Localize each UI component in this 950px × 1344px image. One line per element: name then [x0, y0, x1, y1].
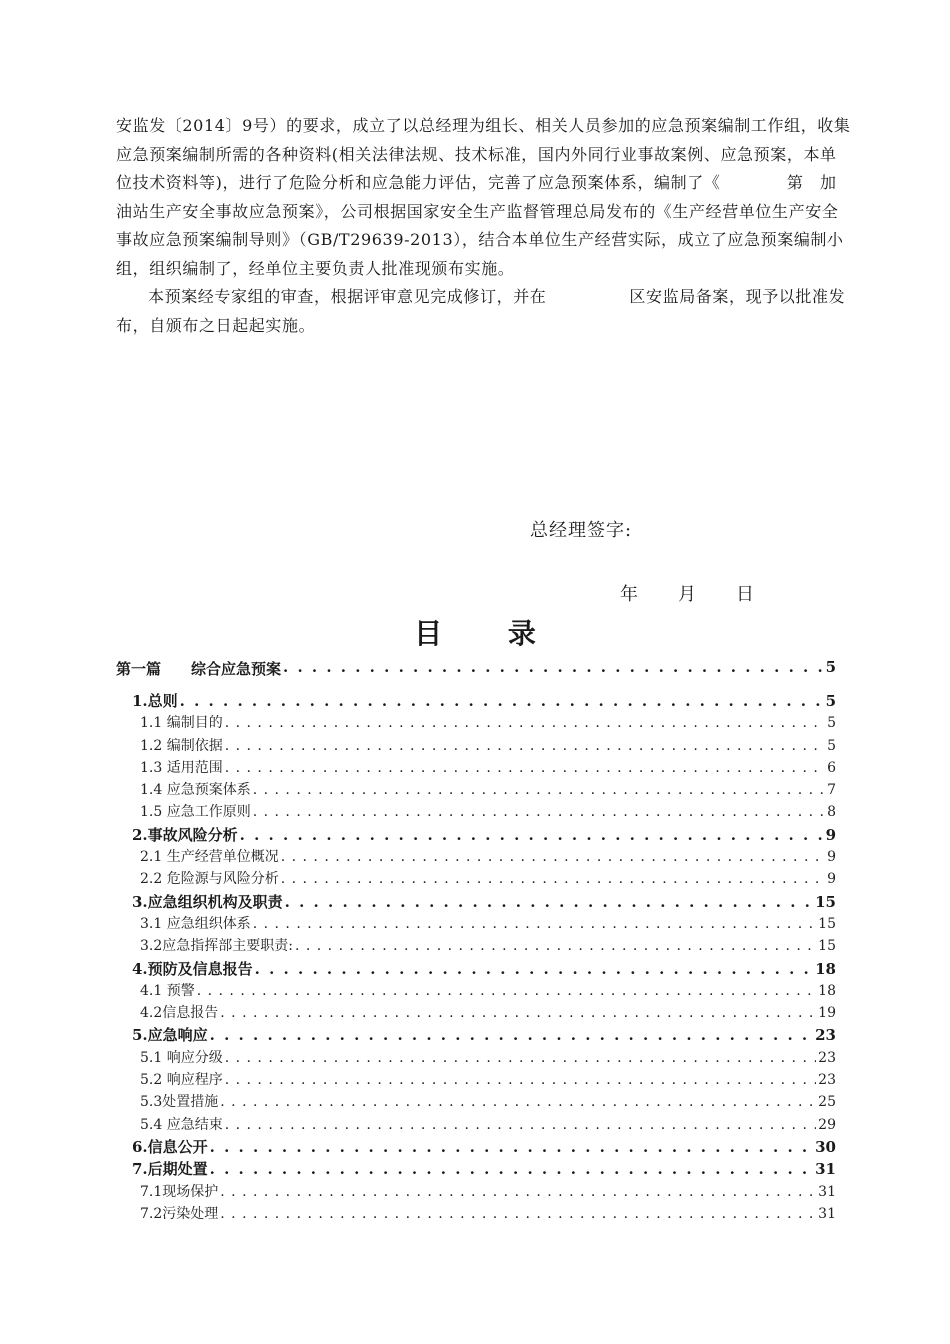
toc-section-entry[interactable]: [116, 980, 836, 1002]
toc-leader-dots: [210, 1138, 813, 1156]
toc-leader-dots: [220, 1184, 816, 1200]
toc-leader-dots: [225, 715, 825, 731]
toc-entry-label: 1.3 适用范围: [140, 759, 223, 776]
toc-entry-label: 1.2 编制依据: [140, 737, 223, 754]
toc-entry-label: 1.1 编制目的: [140, 715, 223, 732]
toc-leader-dots: [225, 760, 825, 776]
toc-page-number: 15: [818, 915, 836, 932]
toc-page-number: 31: [818, 1205, 836, 1222]
toc-entry-label: 1.4 应急预案体系: [140, 782, 251, 799]
toc-leader-dots: [255, 960, 813, 978]
signature-date: [620, 580, 794, 606]
toc-leader-dots: [225, 1117, 816, 1133]
toc-section-entry[interactable]: [116, 757, 836, 779]
toc-section-entry[interactable]: [116, 1047, 836, 1069]
toc-entry-label: 5.1 响应分级: [140, 1049, 223, 1066]
toc-section-entry[interactable]: [116, 1203, 836, 1225]
toc-chapter-entry[interactable]: [116, 824, 836, 846]
toc-page-number: 23: [815, 1026, 836, 1045]
toc-leader-dots: [225, 738, 825, 754]
toc-entry-label: 2.事故风险分析: [132, 825, 238, 844]
toc-entry-label: 4.2信息报告: [140, 1005, 219, 1022]
toc-entry-label: 第一篇 综合应急预案: [116, 660, 282, 678]
toc-title: 目 录: [414, 617, 564, 650]
toc-page-number: 29: [818, 1116, 836, 1133]
toc-leader-dots: [281, 849, 825, 865]
toc-section-entry[interactable]: [116, 1181, 836, 1203]
toc-leader-dots: [220, 1206, 816, 1222]
toc-leader-dots: [283, 658, 824, 676]
toc-leader-dots: [253, 782, 825, 798]
intro-paragraph-2: 本预案经专家组的审查，根据评审意见完成修订，并在 区安监局备案，现予以批准发布，自颁布之日起起实施。: [116, 287, 846, 335]
toc-page-number: 9: [825, 825, 836, 844]
toc-leader-dots: [220, 1094, 816, 1110]
intro-paragraph-1: 安监发〔2014〕9号）的要求，成立了以总经理为组长、相关人员参加的应急预案编制工作组，收集应急预案编制所需的各种资料(相关法律法规、技术标准，国内外同行业事故案例、应急预案，本单位技术资料等)，进行了危险分析和应急能力评估，完善了应急预案体系，编制了《 第 加油站生产安全事故应急预案》，公司根据国家安全生产监督管理总局发布的《生产经营单位生产安全事故应急预案编制导则》（GB/T29639-2013），结合本单位生产经营实际，成立了应急预案编制小组，组织编制了，经单位主要负责人批准现颁布实施。: [116, 116, 851, 278]
toc-page-number: 18: [818, 982, 836, 999]
toc-entry-label: 7.后期处置: [132, 1160, 208, 1179]
toc-leader-dots: [180, 692, 824, 710]
toc-page-number: 7: [827, 782, 836, 799]
toc-section-entry[interactable]: [116, 735, 836, 757]
toc-page-number: 6: [827, 759, 836, 776]
toc-page-number: 15: [818, 938, 836, 955]
toc-leader-dots: [240, 826, 824, 844]
toc-section-entry[interactable]: [116, 1091, 836, 1113]
toc-entry-label: 2.2 危险源与风险分析: [140, 871, 279, 888]
toc-entry-label: 5.3处置措施: [140, 1094, 219, 1111]
toc-entry-label: 4.预防及信息报告: [132, 959, 253, 978]
signature-label: 总经理签字:: [530, 520, 633, 541]
toc-chapter-entry[interactable]: [116, 1024, 836, 1046]
toc-page-number: 25: [818, 1094, 836, 1111]
toc-section-entry[interactable]: [116, 1114, 836, 1136]
toc-leader-dots: [225, 1050, 816, 1066]
toc-entry-label: 5.应急响应: [132, 1026, 208, 1045]
toc-leader-dots: [285, 893, 813, 911]
toc-page-number: 18: [815, 959, 836, 978]
date-month: 月: [678, 584, 696, 605]
toc-leader-dots: [210, 1026, 813, 1044]
toc-section-entry[interactable]: [116, 868, 836, 890]
toc-chapter-entry[interactable]: [116, 1136, 836, 1158]
toc-page-number: 15: [815, 892, 836, 911]
toc-section-entry[interactable]: [116, 1069, 836, 1091]
toc-leader-dots: [253, 916, 816, 932]
toc-leader-dots: [220, 1005, 816, 1021]
toc-section-entry[interactable]: [116, 1002, 836, 1024]
table-of-contents: [116, 658, 836, 1225]
toc-chapter-entry[interactable]: [116, 1158, 836, 1180]
toc-page-number: 23: [818, 1072, 836, 1089]
toc-page-number: 5: [825, 658, 836, 676]
toc-page-number: 5: [825, 692, 836, 710]
toc-leader-dots: [281, 871, 825, 887]
toc-section-entry[interactable]: [116, 779, 836, 801]
toc-entry-label: 3.应急组织机构及职责: [132, 892, 283, 911]
toc-chapter-entry[interactable]: [116, 958, 836, 980]
date-year: 年: [620, 584, 638, 605]
toc-entry-label: 5.4 应急结束: [140, 1116, 223, 1133]
toc-entry-label: 5.2 响应程序: [140, 1072, 223, 1089]
toc-page-number: 30: [815, 1137, 836, 1156]
toc-entry-label: 3.2应急指挥部主要职责:: [140, 938, 293, 955]
toc-page-number: 9: [827, 871, 836, 888]
toc-page-number: 8: [827, 804, 836, 821]
toc-entry-label: 7.1现场保护: [140, 1183, 219, 1200]
toc-leader-dots: [253, 804, 825, 820]
toc-entry-label: 6.信息公开: [132, 1137, 208, 1156]
toc-page-number: 23: [818, 1049, 836, 1066]
toc-entry-label: 3.1 应急组织体系: [140, 915, 251, 932]
toc-entry-label: 1.5 应急工作原则: [140, 804, 251, 821]
toc-section-entry[interactable]: [116, 913, 836, 935]
toc-section-entry[interactable]: [116, 801, 836, 823]
toc-chapter-entry[interactable]: [116, 690, 836, 712]
toc-leader-dots: [210, 1160, 813, 1178]
toc-page-number: 5: [827, 715, 836, 732]
toc-section-entry[interactable]: [116, 712, 836, 734]
toc-entry-label: 7.2污染处理: [140, 1205, 219, 1222]
toc-leader-dots: [225, 1072, 816, 1088]
toc-page-number: 5: [827, 737, 836, 754]
date-day: 日: [736, 584, 754, 605]
toc-entry-label: 2.1 生产经营单位概况: [140, 849, 279, 866]
toc-section-entry[interactable]: [116, 935, 836, 957]
toc-page-number: 31: [818, 1183, 836, 1200]
toc-entry-label: 1.总则: [132, 692, 178, 710]
toc-section-entry[interactable]: [116, 846, 836, 868]
toc-entry-label: 4.1 预警: [140, 982, 195, 999]
toc-page-number: 9: [827, 849, 836, 866]
toc-page-number: 31: [815, 1160, 836, 1179]
intro-section: [116, 112, 852, 340]
toc-page-number: 19: [818, 1005, 836, 1022]
toc-leader-dots: [295, 938, 816, 954]
toc-leader-dots: [197, 983, 816, 999]
toc-part-entry[interactable]: [116, 658, 836, 690]
toc-chapter-entry[interactable]: [116, 891, 836, 913]
